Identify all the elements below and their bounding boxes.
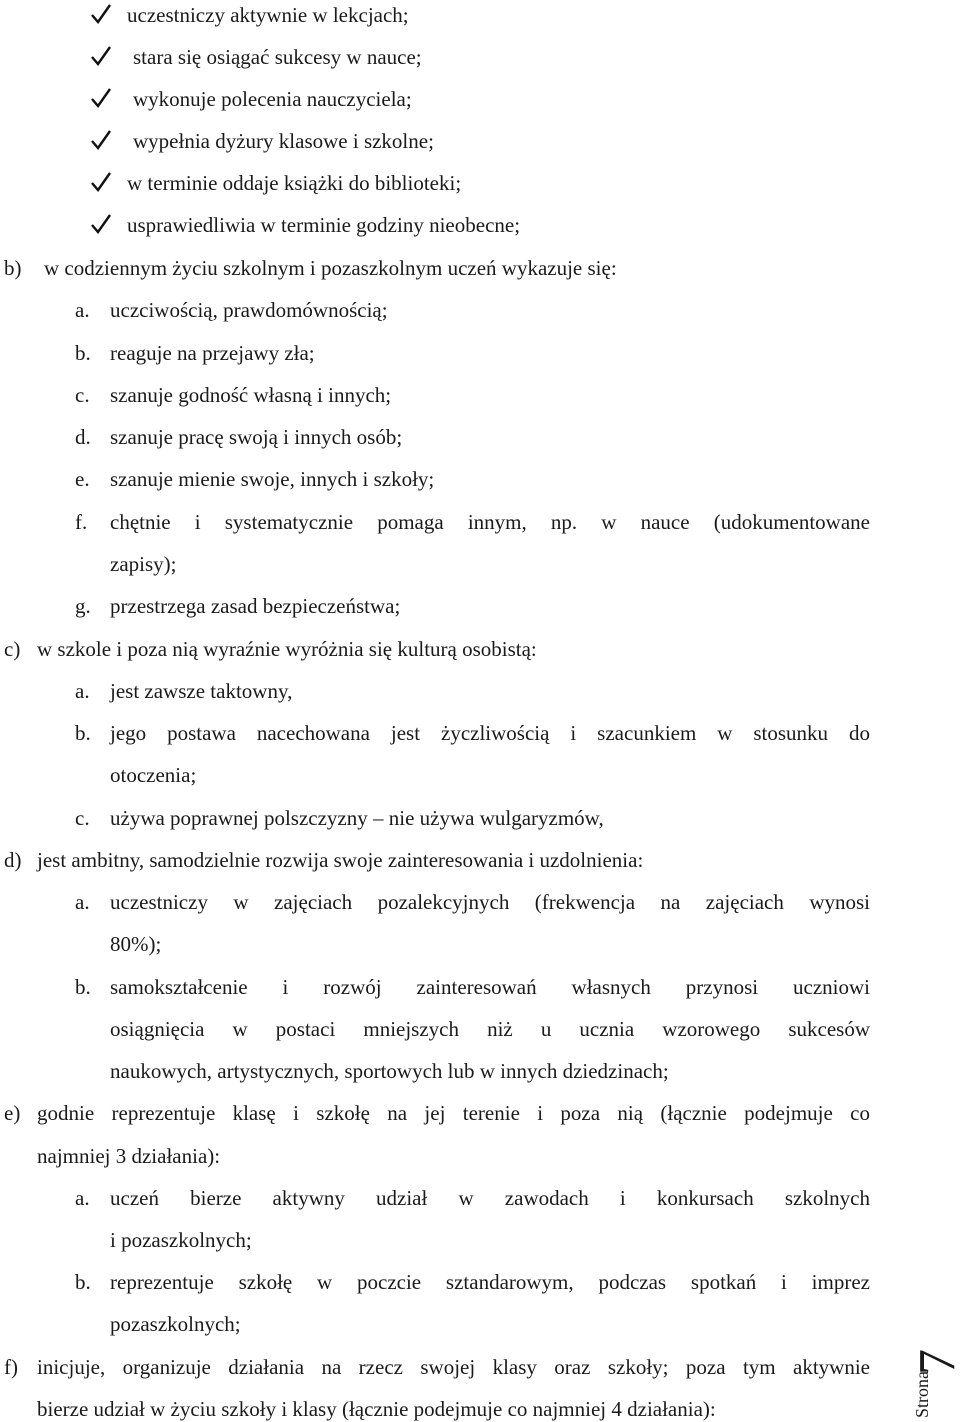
check-mark-icon (90, 128, 114, 154)
section-heading: bierze udział w życiu szkoły i klasy (łącznie podejmuje co najmniej 4 działania): (37, 1397, 716, 1421)
list-item-marker: b. (75, 1270, 91, 1294)
list-item-text: szanuje godność własną i innych; (110, 383, 392, 407)
list-item-marker: a. (75, 298, 90, 322)
section-heading: jest ambitny, samodzielnie rozwija swoje zainteresowania i uzdolnienia: (37, 848, 644, 872)
list-item-text: jest zawsze taktowny, (110, 679, 293, 703)
section-marker: c) (4, 637, 21, 661)
list-item-text: pozaszkolnych; (110, 1312, 241, 1336)
page-number: 7 (909, 1349, 966, 1375)
list-item-marker: a. (75, 890, 90, 914)
checklist-item: wypełnia dyżury klasowe i szkolne; (133, 129, 434, 153)
list-item-text: szanuje pracę swoją i innych osób; (110, 425, 403, 449)
list-item-text: używa poprawnej polszczyzny – nie używa wulgaryzmów, (110, 806, 604, 830)
list-item-text: przestrzega zasad bezpieczeństwa; (110, 594, 401, 618)
list-item-text: jego postawa nacechowana jest życzliwością i szacunkiem w stosunku do (110, 721, 870, 745)
section-heading: inicjuje, organizuje działania na rzecz swojej klasy oraz szkoły; poza tym aktywnie (37, 1355, 870, 1379)
section-heading: godnie reprezentuje klasę i szkołę na jej terenie i poza nią (łącznie podejmuje co (37, 1101, 870, 1125)
check-mark-icon (90, 2, 114, 28)
list-item-text: otoczenia; (110, 763, 197, 787)
check-mark-icon (90, 212, 114, 238)
list-item-marker: g. (75, 594, 91, 618)
list-item-text: uczeń bierze aktywny udział w zawodach i konkursach szkolnych (110, 1186, 870, 1210)
section-heading: w codziennym życiu szkolnym i pozaszkolnym uczeń wykazuje się: (44, 256, 617, 280)
checklist-item: uczestniczy aktywnie w lekcjach; (127, 3, 409, 27)
checklist-item: wykonuje polecenia nauczyciela; (133, 87, 412, 111)
list-item-text: i pozaszkolnych; (110, 1228, 252, 1252)
list-item-text: samokształcenie i rozwój zainteresowań własnych przynosi uczniowi (110, 975, 870, 999)
section-marker: b) (4, 256, 22, 280)
list-item-marker: a. (75, 1186, 90, 1210)
checklist-item: stara się osiągać sukcesy w nauce; (133, 45, 422, 69)
list-item-text: szanuje mienie swoje, innych i szkoły; (110, 467, 435, 491)
check-mark-icon (90, 170, 114, 196)
list-item-text: 80%); (110, 932, 162, 956)
list-item-marker: b. (75, 721, 91, 745)
section-marker: f) (4, 1355, 18, 1379)
list-item-marker: c. (75, 806, 90, 830)
list-item-marker: e. (75, 467, 90, 491)
section-marker: e) (4, 1101, 21, 1125)
list-item-text: uczestniczy w zajęciach pozalekcyjnych (frekwencja na zajęciach wynosi (110, 890, 870, 914)
list-item-marker: f. (75, 510, 88, 534)
checklist-item: usprawiedliwia w terminie godziny nieobecne; (127, 213, 521, 237)
list-item-marker: d. (75, 425, 91, 449)
page-label: Strona (912, 1371, 932, 1418)
list-item-marker: a. (75, 679, 90, 703)
list-item-text: uczciwością, prawdomównością; (110, 298, 388, 322)
list-item-text: zapisy); (110, 552, 177, 576)
check-mark-icon (90, 86, 114, 112)
list-item-text: naukowych, artystycznych, sportowych lub w innych dziedzinach; (110, 1059, 669, 1083)
check-mark-icon (90, 44, 114, 70)
section-marker: d) (4, 848, 22, 872)
list-item-text: osiągnięcia w postaci mniejszych niż u ucznia wzorowego sukcesów (110, 1017, 870, 1041)
section-heading: w szkole i poza nią wyraźnie wyróżnia się kulturą osobistą: (37, 637, 537, 661)
checklist-item: w terminie oddaje książki do biblioteki; (127, 171, 462, 195)
list-item-marker: c. (75, 383, 90, 407)
list-item-marker: b. (75, 975, 91, 999)
list-item-text: reaguje na przejawy zła; (110, 341, 315, 365)
list-item-text: chętnie i systematycznie pomaga innym, np. w nauce (udokumentowane (110, 510, 870, 534)
list-item-text: reprezentuje szkołę w poczcie sztandarowym, podczas spotkań i imprez (110, 1270, 870, 1294)
section-heading: najmniej 3 działania): (37, 1144, 221, 1168)
list-item-marker: b. (75, 341, 91, 365)
